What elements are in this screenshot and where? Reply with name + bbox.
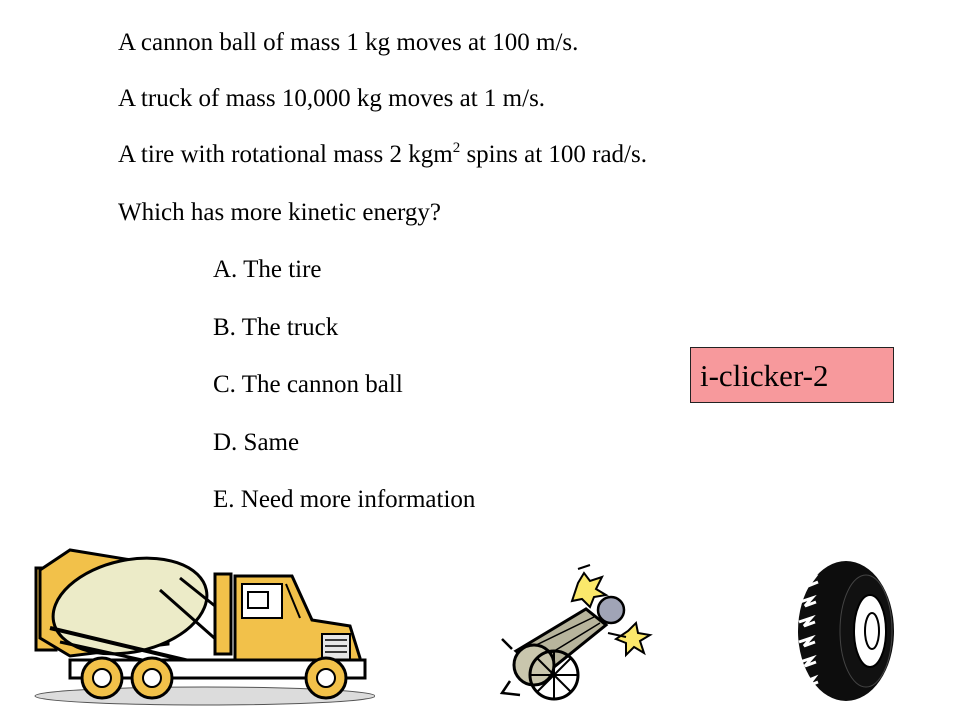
option-b[interactable]: B. The truck	[213, 314, 339, 341]
question-line-truck: A truck of mass 10,000 kg moves at 1 m/s.	[118, 85, 546, 112]
option-c[interactable]: C. The cannon ball	[213, 371, 403, 398]
cannon-illustration	[498, 563, 663, 703]
iclicker-badge: i-clicker-2	[690, 347, 894, 403]
question-line-tire	[118, 140, 647, 170]
option-d[interactable]: D. Same	[213, 429, 300, 456]
question-prompt: Which has more kinetic energy?	[118, 199, 442, 226]
question-line-cannonball: A cannon ball of mass 1 kg moves at 100 m/s.	[118, 29, 579, 56]
unit-m: m	[433, 141, 453, 168]
option-e[interactable]: E. Need more information	[213, 486, 476, 513]
tire-text-suffix: spins at 100 rad/s.	[460, 141, 647, 168]
unit-exponent: 2	[452, 140, 461, 156]
tire-illustration	[790, 558, 902, 704]
option-a[interactable]: A. The tire	[213, 256, 322, 283]
tire-text-prefix: A tire with rotational mass 2 kg	[118, 141, 434, 168]
cement-truck-illustration	[30, 548, 375, 708]
